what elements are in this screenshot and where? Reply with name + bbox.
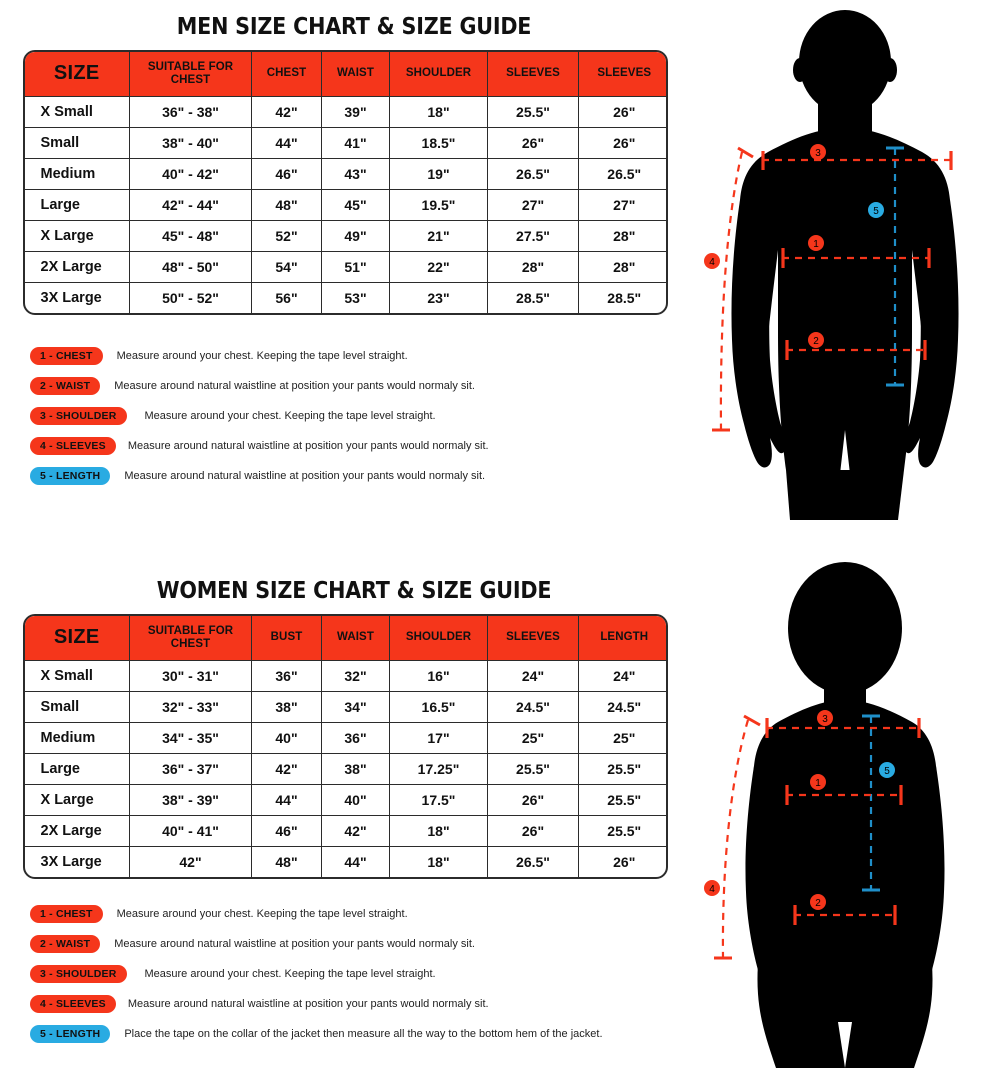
men-size-table-wrapper (23, 50, 668, 315)
legend-description: Measure around natural waistline at position your pants would normaly sit. (114, 938, 475, 950)
measurement-cell: 21" (390, 220, 488, 251)
measurement-cell: 44" (322, 846, 390, 877)
size-label-cell: Medium (25, 158, 130, 189)
legend-row (30, 461, 690, 491)
female-silhouette-diagram (690, 520, 1000, 1068)
women-col-header-waist: WAIST (322, 616, 390, 660)
marker-badge-1 (808, 235, 824, 251)
measurement-cell: 42" (252, 96, 322, 127)
legend-badge: 5 - LENGTH (30, 467, 110, 485)
women-table-header-row (25, 616, 668, 660)
legend-description: Measure around natural waistline at position your pants would normaly sit. (124, 470, 486, 482)
measurement-cell: 38" (322, 753, 390, 784)
legend-description: Measure around your chest. Keeping the tape level straight. (144, 968, 436, 980)
measurement-cell: 36" - 38" (130, 96, 252, 127)
size-label-cell: Small (25, 691, 130, 722)
table-row (25, 722, 668, 753)
measurement-cell: 18.5" (390, 127, 488, 158)
measurement-cell: 36" - 37" (130, 753, 252, 784)
marker-label-5: 5 (884, 766, 890, 777)
women-col-header-suitable-line2: CHEST (170, 637, 211, 650)
women-page-title: WOMEN SIZE CHART & SIZE GUIDE (156, 578, 552, 604)
measurement-cell: 44" (252, 784, 322, 815)
measurement-cell: 42" (252, 753, 322, 784)
women-col-header-suitable (130, 616, 252, 660)
measurement-cell: 28" (579, 220, 668, 251)
size-label-cell: 3X Large (25, 846, 130, 877)
men-col-header-suitable (130, 52, 252, 96)
measurement-cell: 52" (252, 220, 322, 251)
legend-badge: 3 - SHOULDER (30, 965, 127, 983)
women-figure-column (690, 520, 1000, 1068)
measurement-cell: 17" (390, 722, 488, 753)
measurement-cell: 45" (322, 189, 390, 220)
women-size-chart-section (0, 520, 1000, 1068)
measurement-cell: 49" (322, 220, 390, 251)
measurement-cell: 32" - 33" (130, 691, 252, 722)
marker-badge-1 (810, 774, 826, 790)
marker-badge-5 (879, 762, 895, 778)
women-size-table (25, 616, 668, 877)
men-content-column (0, 0, 690, 491)
legend-row (30, 989, 690, 1019)
legend-badge: 5 - LENGTH (30, 1025, 110, 1043)
women-col-header-shoulder: SHOULDER (390, 616, 488, 660)
marker-label-4: 4 (709, 257, 715, 268)
measurement-cell: 26.5" (488, 158, 579, 189)
size-label-cell: Medium (25, 722, 130, 753)
measurement-cell: 26" (579, 96, 668, 127)
men-col-header-suitable-line1: SUITABLE FOR (147, 60, 234, 73)
measurement-cell: 24.5" (579, 691, 668, 722)
measurement-cell: 26" (579, 846, 668, 877)
marker-badge-5 (868, 202, 884, 218)
measurement-cell: 51" (322, 251, 390, 282)
size-label-cell: Large (25, 189, 130, 220)
measurement-cell: 42" (130, 846, 252, 877)
table-row (25, 251, 668, 282)
table-row (25, 127, 668, 158)
male-body-silhouette (731, 10, 958, 520)
measurement-cell: 34" (322, 691, 390, 722)
measurement-cell: 26.5" (579, 158, 668, 189)
marker-badge-4 (704, 253, 720, 269)
measurement-cell: 30" - 31" (130, 660, 252, 691)
legend-row (30, 431, 690, 461)
legend-description: Measure around your chest. Keeping the tape level straight. (116, 350, 408, 362)
measurement-cell: 40" (322, 784, 390, 815)
table-row (25, 96, 668, 127)
measurement-cell: 48" (252, 846, 322, 877)
legend-description: Measure around your chest. Keeping the tape level straight. (116, 908, 408, 920)
measurement-cell: 16" (390, 660, 488, 691)
legend-description: Measure around natural waistline at position your pants would normaly sit. (127, 998, 489, 1010)
marker-label-1: 1 (813, 239, 819, 250)
table-row (25, 846, 668, 877)
measurement-cell: 28.5" (579, 282, 668, 313)
size-label-cell: X Small (25, 660, 130, 691)
legend-description: Measure around natural waistline at position your pants would normaly sit. (114, 380, 475, 392)
measurement-cell: 40" - 41" (130, 815, 252, 846)
measurement-cell: 41" (322, 127, 390, 158)
men-col-header-shoulder: SHOULDER (390, 52, 488, 96)
men-measurement-legend (0, 341, 690, 491)
measurement-cell: 56" (252, 282, 322, 313)
measurement-cell: 24" (488, 660, 579, 691)
table-row (25, 660, 668, 691)
legend-badge: 3 - SHOULDER (30, 407, 127, 425)
measurement-cell: 25.5" (579, 784, 668, 815)
size-label-cell: Small (25, 127, 130, 158)
men-col-header-sleeves-2: SLEEVES (579, 52, 668, 96)
female-body-silhouette (745, 562, 944, 1068)
women-col-header-length: LENGTH (579, 616, 668, 660)
women-col-header-suitable-line1: SUITABLE FOR (147, 624, 234, 637)
measurement-cell: 48" (252, 189, 322, 220)
measurement-cell: 28.5" (488, 282, 579, 313)
legend-row (30, 341, 690, 371)
measurement-cell: 46" (252, 815, 322, 846)
size-label-cell: 3X Large (25, 282, 130, 313)
table-row (25, 158, 668, 189)
measurement-cell: 16.5" (390, 691, 488, 722)
measurement-cell: 17.25" (390, 753, 488, 784)
women-size-table-wrapper (23, 614, 668, 879)
measurement-cell: 45" - 48" (130, 220, 252, 251)
table-row (25, 691, 668, 722)
marker-label-1: 1 (815, 778, 821, 789)
legend-badge: 2 - WAIST (30, 935, 100, 953)
measurement-cell: 22" (390, 251, 488, 282)
marker-label-3: 3 (815, 148, 821, 159)
measurement-cell: 18" (390, 96, 488, 127)
women-measurement-legend (0, 899, 690, 1049)
marker-label-5: 5 (873, 206, 879, 217)
table-row (25, 784, 668, 815)
women-col-header-sleeves: SLEEVES (488, 616, 579, 660)
measurement-cell: 42" (322, 815, 390, 846)
legend-row (30, 929, 690, 959)
men-size-table (25, 52, 668, 313)
legend-badge: 1 - CHEST (30, 347, 103, 365)
measurement-cell: 18" (390, 815, 488, 846)
size-label-cell: 2X Large (25, 251, 130, 282)
legend-row (30, 1019, 690, 1049)
legend-description: Measure around your chest. Keeping the tape level straight. (144, 410, 436, 422)
measurement-cell: 28" (579, 251, 668, 282)
measurement-cell: 27.5" (488, 220, 579, 251)
men-col-header-waist: WAIST (322, 52, 390, 96)
size-label-cell: X Small (25, 96, 130, 127)
measurement-cell: 44" (252, 127, 322, 158)
measurement-cell: 38" - 39" (130, 784, 252, 815)
measurement-cell: 18" (390, 846, 488, 877)
legend-badge: 1 - CHEST (30, 905, 103, 923)
marker-badge-3 (817, 710, 833, 726)
measurement-cell: 46" (252, 158, 322, 189)
size-label-cell: 2X Large (25, 815, 130, 846)
measurement-cell: 25" (488, 722, 579, 753)
measurement-cell: 27" (579, 189, 668, 220)
table-row (25, 753, 668, 784)
legend-description: Measure around natural waistline at position your pants would normaly sit. (127, 440, 489, 452)
men-col-header-size: SIZE (25, 52, 130, 96)
legend-badge: 2 - WAIST (30, 377, 100, 395)
measurement-cell: 43" (322, 158, 390, 189)
measurement-cell: 28" (488, 251, 579, 282)
measurement-cell: 36" (252, 660, 322, 691)
men-col-header-chest: CHEST (252, 52, 322, 96)
measurement-cell: 39" (322, 96, 390, 127)
marker-label-2: 2 (815, 898, 821, 909)
legend-description: Place the tape on the collar of the jacket then measure all the way to the bottom hem of the jacket. (124, 1028, 603, 1040)
men-page-title: MEN SIZE CHART & SIZE GUIDE (176, 14, 532, 40)
measurement-cell: 19" (390, 158, 488, 189)
men-col-header-sleeves: SLEEVES (488, 52, 579, 96)
measurement-cell: 26" (579, 127, 668, 158)
measurement-cell: 50" - 52" (130, 282, 252, 313)
marker-badge-2 (808, 332, 824, 348)
men-size-chart-section (0, 0, 1000, 520)
measurement-cell: 23" (390, 282, 488, 313)
measurement-cell: 53" (322, 282, 390, 313)
measurement-cell: 25.5" (579, 815, 668, 846)
table-row (25, 189, 668, 220)
marker-badge-4 (704, 880, 720, 896)
measurement-cell: 54" (252, 251, 322, 282)
measurement-cell: 26" (488, 784, 579, 815)
size-label-cell: Large (25, 753, 130, 784)
legend-row (30, 899, 690, 929)
measurement-cell: 38" - 40" (130, 127, 252, 158)
measurement-cell: 26" (488, 127, 579, 158)
measurement-cell: 34" - 35" (130, 722, 252, 753)
size-label-cell: X Large (25, 220, 130, 251)
measurement-cell: 32" (322, 660, 390, 691)
measurement-cell: 26.5" (488, 846, 579, 877)
measurement-cell: 40" - 42" (130, 158, 252, 189)
measurement-cell: 24.5" (488, 691, 579, 722)
legend-row (30, 959, 690, 989)
table-row (25, 282, 668, 313)
legend-badge: 4 - SLEEVES (30, 995, 116, 1013)
measurement-cell: 17.5" (390, 784, 488, 815)
legend-row (30, 371, 690, 401)
male-silhouette-diagram (690, 0, 1000, 520)
measurement-cell: 25.5" (488, 96, 579, 127)
measurement-cell: 42" - 44" (130, 189, 252, 220)
marker-label-4: 4 (709, 884, 715, 895)
measurement-cell: 48" - 50" (130, 251, 252, 282)
marker-badge-2 (810, 894, 826, 910)
measurement-cell: 24" (579, 660, 668, 691)
marker-label-3: 3 (822, 714, 828, 725)
measurement-cell: 19.5" (390, 189, 488, 220)
women-content-column (0, 520, 690, 1049)
marker-label-2: 2 (813, 336, 819, 347)
measurement-cell: 25" (579, 722, 668, 753)
legend-badge: 4 - SLEEVES (30, 437, 116, 455)
table-row (25, 220, 668, 251)
measurement-cell: 26" (488, 815, 579, 846)
women-col-header-size: SIZE (25, 616, 130, 660)
measurement-cell: 36" (322, 722, 390, 753)
measurement-cell: 25.5" (579, 753, 668, 784)
size-label-cell: X Large (25, 784, 130, 815)
men-col-header-suitable-line2: CHEST (170, 73, 211, 86)
table-row (25, 815, 668, 846)
measurement-cell: 40" (252, 722, 322, 753)
men-figure-column (690, 0, 1000, 520)
measurement-cell: 25.5" (488, 753, 579, 784)
legend-row (30, 401, 690, 431)
measurement-cell: 27" (488, 189, 579, 220)
women-col-header-bust: BUST (252, 616, 322, 660)
measurement-cell: 38" (252, 691, 322, 722)
marker-badge-3 (810, 144, 826, 160)
men-table-header-row (25, 52, 668, 96)
